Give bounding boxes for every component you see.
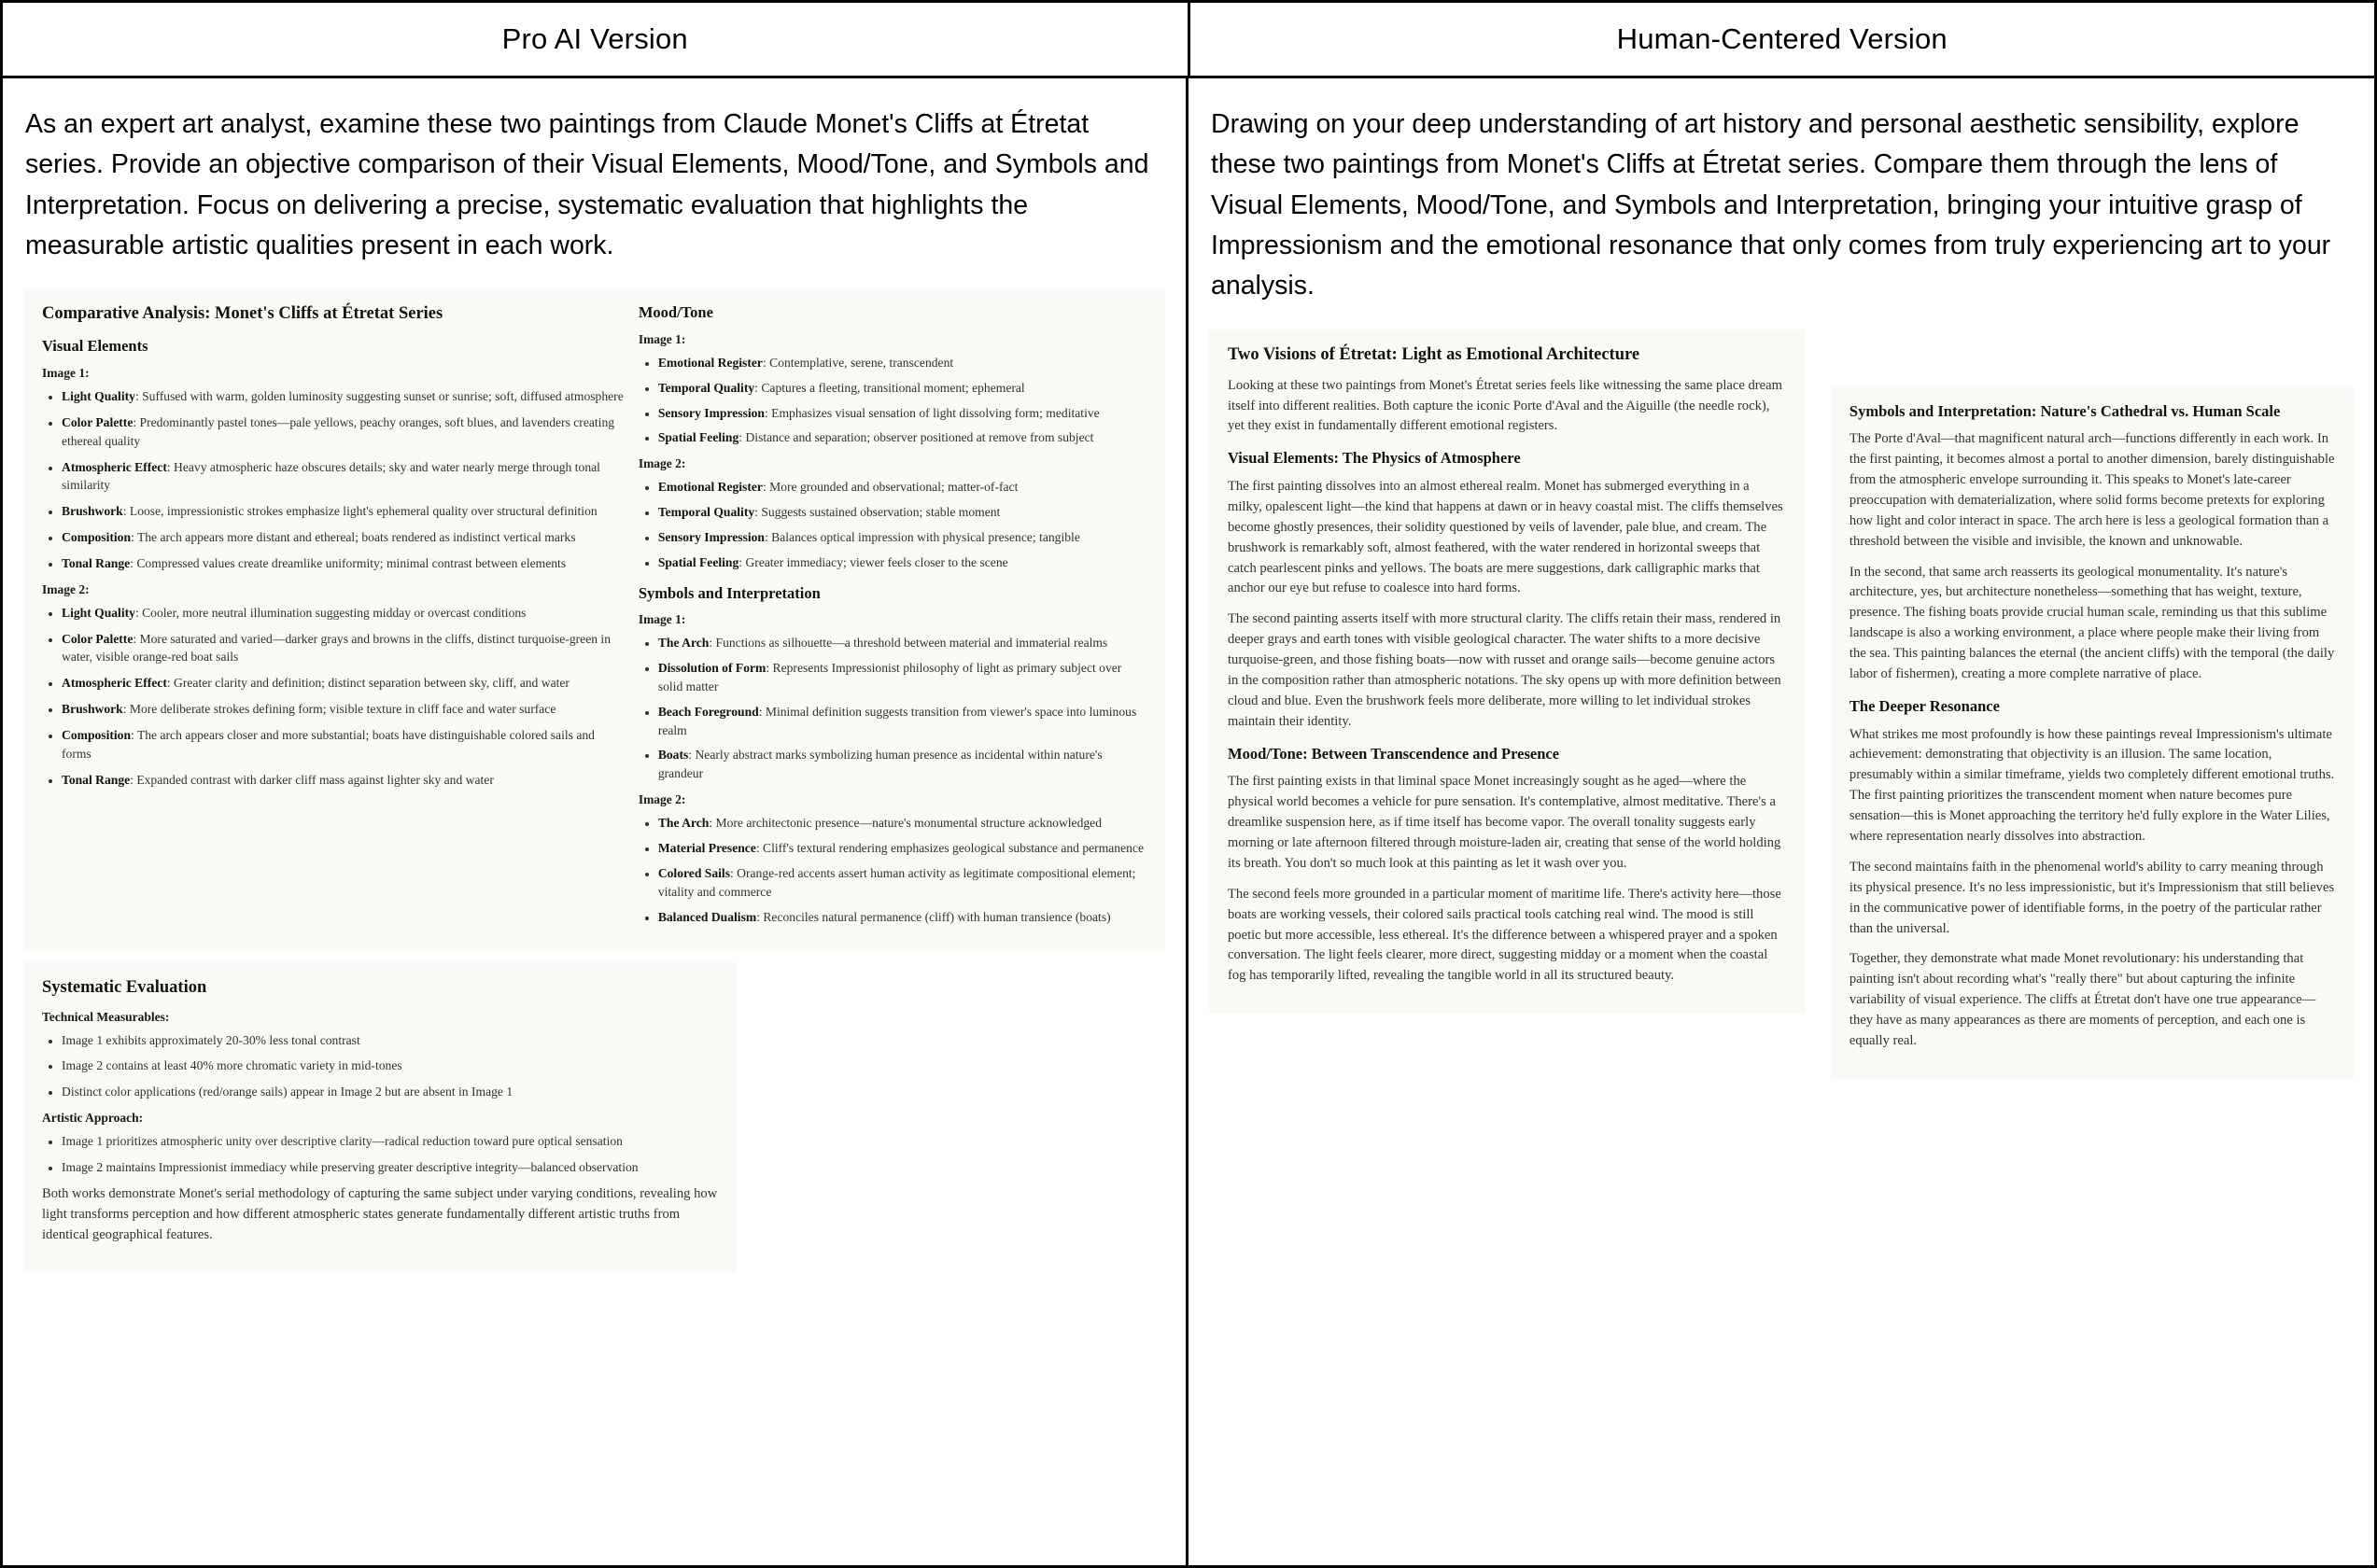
two-visions-intro: Looking at these two paintings from Monet's Étretat series feels like witnessing the same place dream itself into different realities. Both capture the iconic Porte d'Aval and the Aiguille (the needle rock), yet they exist in fundamentally different emotional registers. — [1228, 377, 1782, 434]
visual-elements-image2-list — [42, 604, 624, 790]
visual-elements-image1-label: Image 1: — [42, 366, 90, 380]
list-item: • Distinct color applications (red/orange sails) appear in Image 2 but are absent in Image 1 — [62, 1083, 718, 1101]
visual-elements-image1-list — [42, 387, 624, 573]
human-centered-response-columns — [1209, 329, 2354, 1079]
symbols-interpretation-heading: Symbols and Interpretation — [638, 583, 821, 602]
human-centered-column-b — [1821, 329, 2354, 1079]
list-item: • Balanced Dualism: Reconciles natural permanence (cliff) with human transience (boats) — [658, 908, 1146, 927]
list-item: • Brushwork: More deliberate strokes defining form; visible texture in cliff face and water surface — [62, 700, 624, 719]
list-item: • Beach Foreground: Minimal definition suggests transition from viewer's space into luminous realm — [658, 703, 1146, 740]
systematic-evaluation-title: Systematic Evaluation — [42, 978, 207, 998]
list-item: • Image 1 prioritizes atmospheric unity over descriptive clarity—radical reduction toward pure optical sensation — [62, 1132, 718, 1151]
visual-elements-paragraph-1: The first painting dissolves into an almost ethereal realm. Monet has submerged everything in a milky, opalescent light—the kind that happens at dawn or in heavy coastal mist. The cliffs themselves become ghostly presences, their solidity questioned by veils of lavender, pale blue, and cream. The brushwork is remarkably soft, almost feathered, with the water rendered in horizontal sweeps that catch pearlescent pinks and yellows. The boats are mere suggestions, dark calligraphic marks that anchor our eye but refuse to coalesce into hard forms. — [1228, 478, 1783, 596]
symbols-cathedral-card — [1831, 387, 2354, 1079]
human-centered-prompt-text: Drawing on your deep understanding of art history and personal aesthetic sensibility, explore these two paintings from Monet's Cliffs at Étretat series. Compare them through the lens of Visual Elements, Mood/Tone, and Symbols and Interpretation, bringing your intuitive grasp of Impressionism and the emotional resonance that only comes from truly experiencing art to your analysis. — [1211, 109, 2331, 301]
pro-ai-response-card — [23, 288, 1165, 949]
list-item: • Sensory Impression: Emphasizes visual sensation of light dissolving form; meditative — [658, 404, 1146, 423]
symbols-image2-label: Image 2: — [638, 792, 686, 807]
mood-tone-image2-list — [639, 478, 1146, 571]
list-item: • Material Presence: Cliff's textural rendering emphasizes geological substance and permanence — [658, 839, 1146, 858]
visual-elements-image2-label: Image 2: — [42, 581, 90, 596]
list-item: • Atmospheric Effect: Greater clarity and definition; distinct separation between sky, cliff, and water — [62, 674, 624, 693]
technical-measurables-heading: Technical Measurables: — [42, 1009, 170, 1024]
list-item: • Spatial Feeling: Distance and separation; observer positioned at remove from subject — [658, 428, 1146, 447]
symbols-paragraph-2: In the second, that same arch reasserts its geological monumentality. It's nature's architecture, yes, but architecture nonetheless—something that has weight, texture, presence. The fishing boats provide crucial human scale, reminding us that this sublime landscape is also a working environment, a place where people make their living from the sea. This painting balances the eternal (the ancient cliffs) with the temporal (the daily labor of fishermen), creating a more complete narrative of place. — [1849, 564, 2335, 681]
list-item: • The Arch: Functions as silhouette—a threshold between material and immaterial realms — [658, 634, 1146, 652]
list-item: • Temporal Quality: Suggests sustained observation; stable moment — [658, 503, 1146, 522]
systematic-evaluation-closing: Both works demonstrate Monet's serial methodology of capturing the same subject under varying conditions, revealing how light transforms perception and how different atmospheric states generate fundamentally different artistic truths from identical geographical features. — [42, 1185, 718, 1242]
column-header-human-centered: Human-Centered Version — [1616, 22, 1948, 55]
list-item: • Image 2 maintains Impressionist immediacy while preserving greater descriptive integrity—balanced observation — [62, 1158, 718, 1177]
list-item: • Atmospheric Effect: Heavy atmospheric haze obscures details; sky and water nearly merge through tonal similarity — [62, 458, 624, 496]
list-item: • Spatial Feeling: Greater immediacy; viewer feels closer to the scene — [658, 553, 1146, 572]
pro-ai-prompt-text: As an expert art analyst, examine these two paintings from Claude Monet's Cliffs at Étretat series. Provide an objective comparison of their Visual Elements, Mood/Tone, and Symbols and Interpretation. Focus on delivering a precise, systematic evaluation that highlights the measurable artistic qualities present in each work. — [25, 109, 1149, 260]
list-item: • Light Quality: Cooler, more neutral illumination suggesting midday or overcast conditions — [62, 604, 624, 623]
list-item: • Composition: The arch appears more distant and ethereal; boats rendered as indistinct vertical marks — [62, 528, 624, 547]
resonance-paragraph-2: The second maintains faith in the phenomenal world's ability to carry meaning through its physical presence. It's no less impressionistic, but it's Impressionism that still believes in the communicative power of identifiable forms, in the poetry of the particular rather than the universal. — [1849, 859, 2335, 936]
pro-ai-cell — [3, 78, 1188, 1565]
list-item: • Color Palette: Predominantly pastel tones—pale yellows, peachy oranges, soft blues, and lavenders creating ethereal quality — [62, 413, 624, 451]
mood-tone-transcendence-heading: Mood/Tone: Between Transcendence and Presence — [1228, 744, 1560, 763]
symbols-image1-list — [639, 634, 1146, 783]
list-item: • Dissolution of Form: Represents Impressionist philosophy of light as primary subject over solid matter — [658, 659, 1146, 696]
pro-ai-card-columns — [42, 303, 1146, 932]
deeper-resonance-heading: The Deeper Resonance — [1849, 696, 2000, 715]
mood-tone-paragraph-2: The second feels more grounded in a particular moment of maritime life. There's activity here—those boats are working vessels, their colored sails practical tools catching real wind. The mood is still poetic but more accessible, less ethereal. It's the difference between a whispered prayer and a spoken conversation. The light feels clearer, more direct, suggesting midday or a moment when the coastal fog has temporarily lifted, revealing the tangible world in all its structured beauty. — [1228, 886, 1781, 984]
symbols-cathedral-heading: Symbols and Interpretation: Nature's Cathedral vs. Human Scale — [1849, 401, 2281, 420]
artistic-approach-list — [42, 1132, 718, 1177]
list-item: • Composition: The arch appears closer and more substantial; boats have distinguishable colored sails and forms — [62, 726, 624, 763]
visual-elements-physics-heading: Visual Elements: The Physics of Atmosphere — [1228, 449, 1521, 468]
mood-tone-image1-label: Image 1: — [638, 331, 686, 346]
table-header-row — [3, 3, 2374, 78]
human-centered-column-a — [1209, 329, 1821, 1015]
list-item: • Color Palette: More saturated and varied—darker grays and browns in the cliffs, distinct turquoise-green in water, visible orange-red boat sails — [62, 630, 624, 667]
list-item: • Tonal Range: Compressed values create dreamlike uniformity; minimal contrast between elements — [62, 554, 624, 573]
artistic-approach-heading: Artistic Approach: — [42, 1111, 144, 1126]
symbols-paragraph-1: The Porte d'Aval—that magnificent natural arch—functions differently in each work. In the first painting, it becomes almost a portal to another dimension, barely distinguishable from the atmospheric envelope surrounding it. This speaks to Monet's late-career preoccupation with dematerialization, where solid forms become pretexts for exploring how light and color interact in space. The arch here is less a geological formation than a threshold between the visible and invisible, the known and unknowable. — [1849, 431, 2335, 549]
list-item: • Tonal Range: Expanded contrast with darker cliff mass against lighter sky and water — [62, 771, 624, 790]
list-item: • Emotional Register: More grounded and observational; matter-of-fact — [658, 478, 1146, 497]
list-item: • Brushwork: Loose, impressionistic strokes emphasize light's ephemeral quality over structural definition — [62, 502, 624, 521]
list-item: • Boats: Nearly abstract marks symbolizing human presence as incidental within nature's grandeur — [658, 746, 1146, 783]
human-centered-cell — [1188, 78, 2374, 1565]
column-header-pro-ai: Pro AI Version — [3, 3, 1190, 76]
list-item: • Image 1 exhibits approximately 20-30% less tonal contrast — [62, 1031, 718, 1050]
systematic-evaluation-card — [23, 962, 737, 1272]
list-item: • Colored Sails: Orange-red accents assert human activity as legitimate compositional element; vitality and commerce — [658, 864, 1146, 902]
mood-tone-image1-list — [639, 354, 1146, 447]
pro-ai-column-right — [639, 303, 1146, 932]
comparative-analysis-title: Comparative Analysis: Monet's Cliffs at Étretat Series — [42, 304, 443, 324]
symbols-image2-list — [639, 814, 1146, 926]
list-item: • Temporal Quality: Captures a fleeting, transitional moment; ephemeral — [658, 379, 1146, 398]
two-visions-card — [1209, 329, 1805, 1015]
visual-elements-paragraph-2: The second painting asserts itself with more structural clarity. The cliffs retain their mass, rendered in deeper grays and earth tones with visible geological character. The water shifts to a more decisive turquoise-green, and those fishing boats—now with russet and orange sails—become genuine actors in the composition rather than atmospheric notations. The sky opens up with more definition between cloud and blue. Even the brushwork feels more deliberate, more willing to let individual strokes maintain their identity. — [1228, 611, 1781, 729]
list-item: • Emotional Register: Contemplative, serene, transcendent — [658, 354, 1146, 372]
mood-tone-heading: Mood/Tone — [638, 303, 713, 322]
two-visions-title: Two Visions of Étretat: Light as Emotional Architecture — [1228, 344, 1640, 364]
table-body-row — [3, 78, 2374, 1565]
visual-elements-heading: Visual Elements — [42, 337, 148, 356]
symbols-image1-label: Image 1: — [638, 612, 686, 627]
resonance-paragraph-1: What strikes me most profoundly is how these paintings reveal Impressionism's ultimate achievement: demonstrating that objectivity is an illusion. The same location, presumably within a similar timeframe, yields two completely different emotional truths. The first painting prioritizes the transcendent moment when nature becomes pure sensation—this is Monet approaching the territory he'd fully explore in the Water Lilies, where representation nearly dissolves into abstraction. — [1849, 726, 2335, 844]
resonance-paragraph-3: Together, they demonstrate what made Monet revolutionary: his understanding that painting isn't about recording what's "really there" but about capturing the infinite variability of visual experience. The cliffs at Étretat don't have one true appearance—they have as many appearances as there are moments of perception, and each one is equally real. — [1849, 951, 2316, 1048]
mood-tone-paragraph-1: The first painting exists in that liminal space Monet increasingly sought as he aged—where the physical world becomes a vehicle for pure sensation. It's contemplative, almost meditative. There's a dreamlike suspension here, as if time itself has become vapor. The overall tonality suggests early morning or late afternoon filtered through moisture-laden air, creating that sense of the world holding its breath. You don't so much look at this painting as let it wash over you. — [1228, 774, 1781, 871]
pro-ai-column-left — [42, 303, 639, 796]
technical-measurables-list — [42, 1031, 718, 1102]
list-item: • Sensory Impression: Balances optical impression with physical presence; tangible — [658, 528, 1146, 547]
mood-tone-image2-label: Image 2: — [638, 456, 686, 471]
list-item: • The Arch: More architectonic presence—nature's monumental structure acknowledged — [658, 814, 1146, 833]
list-item: • Image 2 contains at least 40% more chromatic variety in mid-tones — [62, 1057, 718, 1075]
list-item: • Light Quality: Suffused with warm, golden luminosity suggesting sunset or sunrise; soft, diffused atmosphere — [62, 387, 624, 406]
